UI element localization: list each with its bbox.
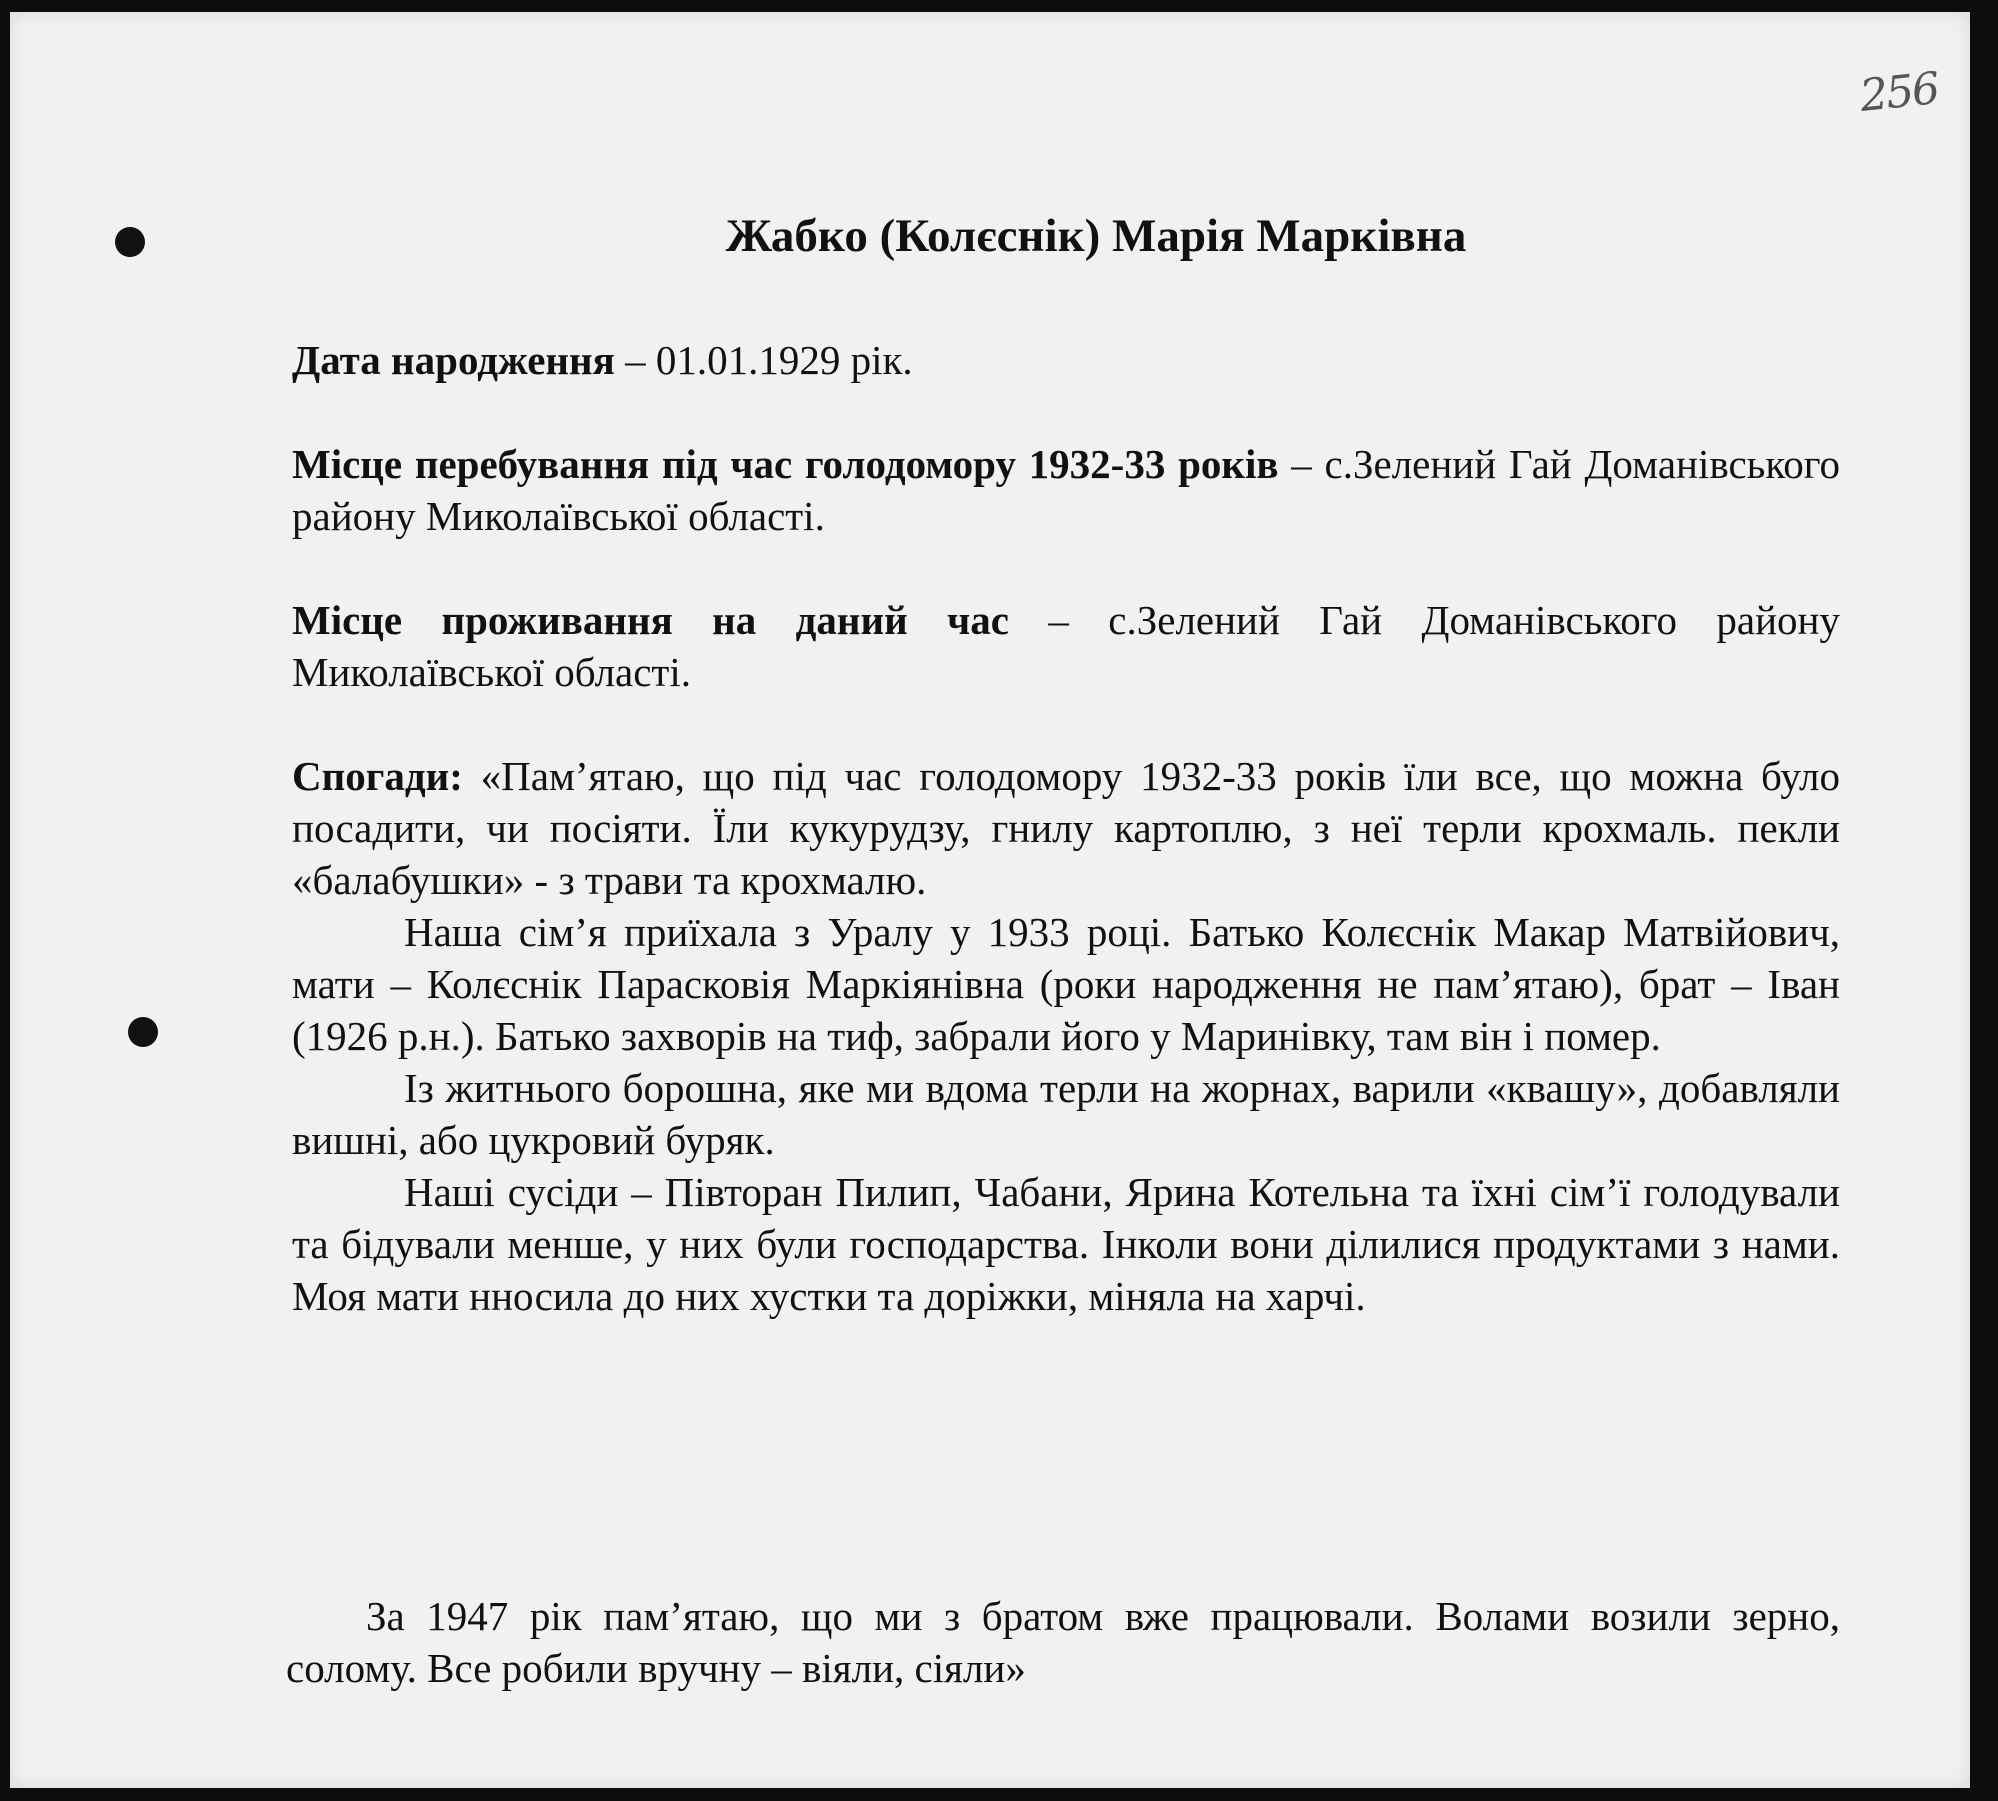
- memoir-paragraph: Із житнього борошна, яке ми вдома терли на жорнах, варили «квашу», добавляли вишні, або цукровий буряк.: [292, 1065, 1840, 1163]
- famine-place-value: – с.Зелений Гай Доманівського району Миколаївської області.: [292, 441, 1840, 539]
- memoir-text: «Пам’ятаю, що під час голодомору 1932-33 років їли все, що можна було посадити, чи посіяти. Їли кукурудзу, гнилу картоплю, з неї терли крохмаль. пекли «балабушки» - з трави та крохмалю.: [292, 753, 1840, 903]
- page-title: Жабко (Колєснік) Марія Марківна: [725, 210, 1467, 262]
- current-place-value: – с.Зелений Гай Доманівського району Миколаївської області.: [292, 597, 1840, 695]
- famine-place-field: [292, 438, 1840, 542]
- birth-date-value: – 01.01.1929 рік.: [614, 337, 913, 383]
- memoir-closing: [286, 1590, 1840, 1694]
- punch-hole: [128, 1017, 158, 1047]
- famine-place-label: Місце перебування під час голодомору 1932-33 років: [292, 441, 1279, 487]
- memoir-paragraph: За 1947 рік пам’ятаю, що ми з братом вже працювали. Волами возили зерно, солому. Все робили вручну – віяли, сіяли»: [286, 1593, 1840, 1691]
- document-body: [292, 210, 1840, 1322]
- memoir-section: [292, 750, 1840, 1322]
- memoir-label: Спогади:: [292, 753, 463, 799]
- current-place-label: Місце проживання на даний час: [292, 597, 1009, 643]
- memoir-paragraph: [292, 750, 1840, 906]
- birth-date-label: Дата народження: [292, 337, 615, 383]
- memoir-paragraph: Наша сім’я приїхала з Уралу у 1933 році. Батько Колєснік Макар Матвійович, мати – Колєснік Парасковія Маркіянівна (роки народження не пам’ятаю), брат – Іван (1926 р.н.). Батько захворів на тиф, забрали його у Маринівку, там він і помер.: [292, 909, 1840, 1059]
- birth-date-field: [292, 334, 1840, 386]
- folio-number: 256: [1857, 63, 1941, 122]
- current-place-field: [292, 594, 1840, 698]
- memoir-paragraph: Наші сусіди – Півторан Пилип, Чабани, Ярина Котельна та їхні сім’ї голодували та бідували менше, у них були господарства. Інколи вони ділилися продуктами з нами. Моя мати нносила до них хустки та доріжки, міняла на харчі.: [292, 1169, 1840, 1319]
- punch-hole: [115, 227, 145, 257]
